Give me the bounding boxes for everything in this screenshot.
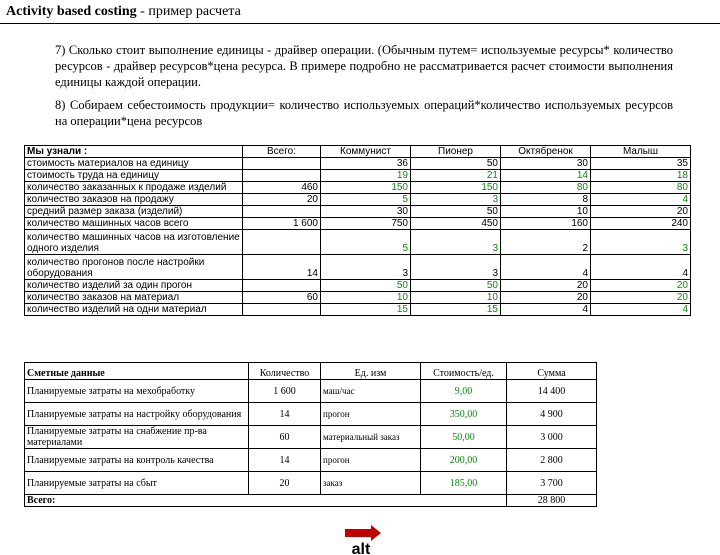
table-cell: 750	[321, 218, 411, 230]
table-cell: 5	[321, 194, 411, 206]
table-cell: 460	[243, 182, 321, 194]
column-header: Пионер	[411, 146, 501, 158]
column-header: Стоимость/ед.	[421, 363, 507, 380]
table-cell	[243, 206, 321, 218]
table-cell: 60	[249, 426, 321, 449]
table-cell: 350,00	[421, 403, 507, 426]
table-cell: 18	[591, 170, 691, 182]
table-header-row	[25, 363, 597, 380]
total-row	[25, 495, 597, 507]
table-cell: 50	[411, 158, 501, 170]
table-row	[25, 218, 691, 230]
table-cell: 3 700	[507, 472, 597, 495]
table-cell: 4 900	[507, 403, 597, 426]
table-cell: 1 600	[249, 380, 321, 403]
table-cell: 3	[411, 194, 501, 206]
row-label: Планируемые затраты на снабжение пр-ва материалами	[25, 426, 249, 449]
column-header: Мы узнали :	[25, 146, 243, 158]
row-label: Планируемые затраты на сбыт	[25, 472, 249, 495]
column-header: Октябренок	[501, 146, 591, 158]
table-cell: 14 400	[507, 380, 597, 403]
table-cell: 1 600	[243, 218, 321, 230]
table-row	[25, 449, 597, 472]
total-value: 28 800	[507, 495, 597, 507]
title-divider	[0, 23, 720, 24]
table-cell: 15	[411, 304, 501, 316]
table-cell: 20	[591, 292, 691, 304]
row-label: количество машинных часов всего	[25, 218, 243, 230]
table-cell: 5	[321, 230, 411, 255]
table-row	[25, 292, 691, 304]
table-cell: 450	[411, 218, 501, 230]
table-cell: 8	[501, 194, 591, 206]
table-row	[25, 230, 691, 255]
table-cell: 60	[243, 292, 321, 304]
table-cell: 185,00	[421, 472, 507, 495]
table-cell: прогон	[321, 449, 421, 472]
table-cell	[243, 304, 321, 316]
table-cell: 4	[501, 304, 591, 316]
row-label: количество прогонов после настройки оборудования	[25, 255, 243, 280]
table-row	[25, 304, 691, 316]
budget-table	[24, 362, 597, 507]
row-label: средний размер заказа (изделий)	[25, 206, 243, 218]
table-cell: 3 000	[507, 426, 597, 449]
table-cell: 14	[249, 403, 321, 426]
page-title: Activity based costing - пример расчета	[6, 4, 241, 19]
table-cell: 4	[591, 255, 691, 280]
table-cell: 14	[249, 449, 321, 472]
table-cell: заказ	[321, 472, 421, 495]
row-label: стоимость материалов на единицу	[25, 158, 243, 170]
column-header: Сумма	[507, 363, 597, 380]
row-label: Планируемые затраты на мехобработку	[25, 380, 249, 403]
table-cell: 3	[591, 230, 691, 255]
table-cell: 10	[501, 206, 591, 218]
table-cell	[243, 280, 321, 292]
table-cell: прогон	[321, 403, 421, 426]
table-row	[25, 426, 597, 449]
table-row	[25, 158, 691, 170]
row-label: количество изделий на одни материал	[25, 304, 243, 316]
column-header: Ед. изм	[321, 363, 421, 380]
table-cell: 2 800	[507, 449, 597, 472]
table-cell: 15	[321, 304, 411, 316]
table-row	[25, 206, 691, 218]
table-cell: 4	[591, 304, 691, 316]
activity-data-table	[24, 145, 691, 316]
table-row	[25, 182, 691, 194]
table-cell: 50	[411, 280, 501, 292]
row-label: Планируемые затраты на настройку оборудования	[25, 403, 249, 426]
row-label: количество заказов на продажу	[25, 194, 243, 206]
table-cell: 240	[591, 218, 691, 230]
table-cell: 20	[591, 206, 691, 218]
table-cell: 4	[501, 255, 591, 280]
table-cell: 35	[591, 158, 691, 170]
column-header: Малыш	[591, 146, 691, 158]
row-label: количество изделий за один прогон	[25, 280, 243, 292]
table-cell: 200,00	[421, 449, 507, 472]
logo-icon	[341, 525, 381, 555]
table-cell: 30	[501, 158, 591, 170]
table-row	[25, 472, 597, 495]
row-label: стоимость труда на единицу	[25, 170, 243, 182]
column-header: Коммунист	[321, 146, 411, 158]
table-cell: 50,00	[421, 426, 507, 449]
row-label: количество заказов на материал	[25, 292, 243, 304]
table-row	[25, 403, 597, 426]
row-label: количество заказанных к продаже изделий	[25, 182, 243, 194]
table-cell: 80	[591, 182, 691, 194]
table-cell: 19	[321, 170, 411, 182]
table-cell	[243, 170, 321, 182]
table-row	[25, 280, 691, 292]
table-cell	[243, 230, 321, 255]
table-cell: 80	[501, 182, 591, 194]
table-cell: 50	[321, 280, 411, 292]
column-header: Всего:	[243, 146, 321, 158]
row-label: количество машинных часов на изготовление одного изделия	[25, 230, 243, 255]
table-row	[25, 194, 691, 206]
table-cell: 3	[411, 255, 501, 280]
paragraph-step-8: 8) Собираем себестоимость продукции= количество используемых операций*количество используемых ресурсов на операции*цена ресурсов	[55, 98, 673, 128]
table-cell: 21	[411, 170, 501, 182]
table-cell: 50	[411, 206, 501, 218]
table-cell: 14	[243, 255, 321, 280]
table-cell: 14	[501, 170, 591, 182]
table-cell: 30	[321, 206, 411, 218]
table-cell: 20	[243, 194, 321, 206]
table-cell: 2	[501, 230, 591, 255]
table-cell: 36	[321, 158, 411, 170]
column-header: Количество	[249, 363, 321, 380]
table-cell: 10	[411, 292, 501, 304]
table-cell: 150	[321, 182, 411, 194]
table-row	[25, 380, 597, 403]
table-cell: 20	[501, 292, 591, 304]
table-cell: 20	[249, 472, 321, 495]
table-row	[25, 170, 691, 182]
table-cell: 20	[591, 280, 691, 292]
column-header: Сметные данные	[25, 363, 249, 380]
table-cell: маш/час	[321, 380, 421, 403]
table-cell	[243, 158, 321, 170]
svg-text:alt: alt	[351, 541, 371, 555]
table-cell: 20	[501, 280, 591, 292]
table-cell: 4	[591, 194, 691, 206]
table-cell: 150	[411, 182, 501, 194]
table-cell: материальный заказ	[321, 426, 421, 449]
table-cell: 3	[411, 230, 501, 255]
table-header-row	[25, 146, 691, 158]
table-row	[25, 255, 691, 280]
paragraph-step-7: 7) Сколько стоит выполнение единицы - драйвер операции. (Обычным путем= используемые ресурсы* количество ресурсов - драйвер ресурсов*цена ресурса. В примере подробно не рассматривается расчет стоимости выполнения единицы каждой операции.	[55, 43, 673, 89]
table-cell: 10	[321, 292, 411, 304]
table-cell: 160	[501, 218, 591, 230]
table-cell: 3	[321, 255, 411, 280]
table-cell: 9,00	[421, 380, 507, 403]
row-label: Планируемые затраты на контроль качества	[25, 449, 249, 472]
total-label: Всего:	[25, 495, 507, 507]
